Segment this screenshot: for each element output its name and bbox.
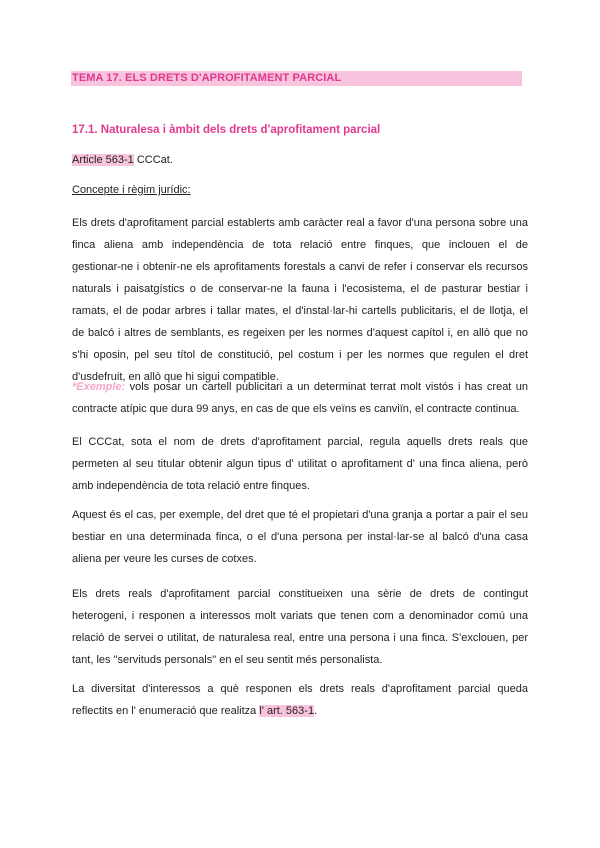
para5-text: reflectits en l' enumeració que realitza: [72, 705, 260, 717]
article-reference: [72, 153, 528, 168]
exemple-line: [72, 380, 528, 395]
article-code: CCCat.: [133, 154, 173, 166]
exemple-text: vols posar un cartell publicitari a un determinat terrat molt vistós i has creat un: [125, 381, 528, 393]
paragraph-line: amb independència de tota relació entre finques.: [72, 480, 310, 492]
article-highlight: l' art. 563-1: [259, 705, 315, 717]
paragraph-line: Els drets d'aprofitament parcial establerts amb caràcter real a favor d'una persona sobre una: [72, 217, 528, 229]
paragraph-line: de balcó i altres de semblants, es regeixen per les normes d'aquest capítol i, en allò que no: [72, 327, 528, 339]
article-highlight: Article 563-1: [72, 154, 134, 166]
concepte-heading-text: Concepte i règim jurídic:: [72, 184, 191, 196]
paragraph-line: [72, 704, 528, 719]
paragraph-line: El CCCat, sota el nom de drets d'aprofitament parcial, regula aquells drets reals que: [72, 436, 528, 448]
tema-title: TEMA 17. ELS DRETS D'APROFITAMENT PARCIAL: [72, 72, 342, 84]
concepte-heading: [72, 183, 528, 198]
paragraph-line: permeten al seu titular obtenir algun tipus d' utilitat o aprofitament d' una finca aliena, però: [72, 458, 528, 470]
paragraph-line: naturals i paisatgístics o de conservar-ne la fauna i l'ecosistema, el de pasturar bestiar i: [72, 283, 528, 295]
paragraph-line: aliena per veure les curses de cotxes.: [72, 553, 257, 565]
paragraph-line: La diversitat d'interessos a què responen els drets reals d'aprofitament parcial queda: [72, 683, 528, 695]
paragraph-line: relació de servei o utilitat, de naturalesa real, entre una persona i una finca. S'exclouen, per: [72, 632, 528, 644]
paragraph-line: heterogeni, i responen a interessos molt variats que tenen com a denominador comú una: [72, 610, 528, 622]
paragraph-line: finca aliena amb independència de tota relació entre finques, que inclouen el de: [72, 239, 528, 251]
paragraph-line: s'hi oposin, pel seu títol de constitució, pel costum i per les normes que regulen el dret: [72, 349, 528, 361]
paragraph-line: gestionar-ne i obtenir-ne els aprofitaments forestals a canvi de refer i conservar els recursos: [72, 261, 528, 273]
exemple-line: contracte atípic que dura 99 anys, en cas de que els veïns es canviïn, el contracte continua.: [72, 403, 520, 415]
paragraph-line: tant, les "servituds personals" en el seu sentit més personalista.: [72, 654, 383, 666]
paragraph-line: ramats, el de podar arbres i tallar mates, el d'instal·lar-hi cartells publicitaris, el de llotja, el: [72, 305, 528, 317]
section-title: 17.1. Naturalesa i àmbit dels drets d'aprofitament parcial: [72, 124, 381, 136]
exemple-label: *Exemple:: [72, 381, 126, 393]
paragraph-line: Aquest és el cas, per exemple, del dret que té el propietari d'una granja a portar a pair el seu: [72, 509, 528, 521]
para5-end: .: [314, 705, 318, 717]
paragraph-line: Els drets reals d'aprofitament parcial constitueixen una sèrie de drets de contingut: [72, 588, 528, 600]
paragraph-line: bestiar en una determinada finca, o el d'una persona per instal·lar-se al balcó d'una casa: [72, 531, 528, 543]
paragraph-line: d'usdefruit, en allò que hi sigui compatible.: [72, 371, 279, 383]
